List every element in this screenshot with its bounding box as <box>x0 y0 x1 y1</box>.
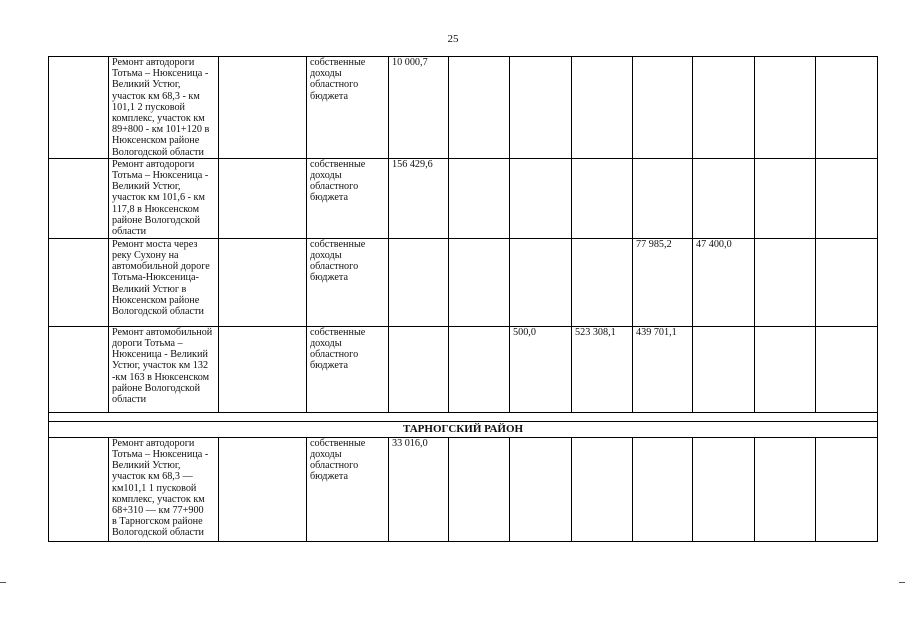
row-number-cell <box>49 158 109 238</box>
amount-cell <box>693 158 755 238</box>
amount-cell <box>755 326 816 412</box>
funding-source-cell: собственные доходы областного бюджета <box>307 238 389 326</box>
row-number-cell <box>49 57 109 159</box>
amount-cell <box>449 437 510 541</box>
project-name-cell: Ремонт моста через реку Сухону на автомобильной дороге Тотьма-Нюксеница- Великий Устюг в Нюксенском районе Вологодской области <box>109 238 219 326</box>
amount-cell <box>816 57 878 159</box>
district-title: ТАРНОГСКИЙ РАЙОН <box>49 421 878 437</box>
funding-source-cell: собственные доходы областного бюджета <box>307 57 389 159</box>
amount-cell <box>693 326 755 412</box>
amount-cell <box>693 57 755 159</box>
spacer-cell <box>49 412 878 421</box>
amount-cell <box>449 326 510 412</box>
amount-cell <box>510 238 572 326</box>
amount-cell <box>816 238 878 326</box>
amount-cell <box>816 437 878 541</box>
responsible-cell <box>219 158 307 238</box>
amount-cell <box>755 158 816 238</box>
amount-cell <box>449 238 510 326</box>
amount-cell: 33 016,0 <box>389 437 449 541</box>
table-row <box>49 158 878 238</box>
amount-cell <box>572 158 633 238</box>
project-name-cell: Ремонт автодороги Тотьма – Нюксеница - Великий Устюг, участок км 68,3 - км 101,1 2 пусковой комплекс, участок км 89+800 - км 101+120 в Нюксенском районе Вологодской области <box>109 57 219 159</box>
amount-cell: 77 985,2 <box>633 238 693 326</box>
amount-cell <box>755 238 816 326</box>
amount-cell <box>389 238 449 326</box>
amount-cell <box>816 326 878 412</box>
responsible-cell <box>219 437 307 541</box>
amount-cell <box>633 437 693 541</box>
amount-cell <box>633 158 693 238</box>
table-row <box>49 326 878 412</box>
amount-cell <box>755 437 816 541</box>
amount-cell: 439 701,1 <box>633 326 693 412</box>
funding-source-cell: собственные доходы областного бюджета <box>307 326 389 412</box>
responsible-cell <box>219 238 307 326</box>
district-heading-row <box>49 421 878 437</box>
scan-edge-mark-left <box>0 582 6 583</box>
amount-cell: 500,0 <box>510 326 572 412</box>
amount-cell <box>572 437 633 541</box>
table-row <box>49 238 878 326</box>
amount-cell <box>572 238 633 326</box>
amount-cell <box>510 158 572 238</box>
page-number: 25 <box>447 33 459 45</box>
table-row <box>49 437 878 541</box>
project-name-cell: Ремонт автодороги Тотьма – Нюксеница - Великий Устюг, участок км 101,6 - км 117,8 в Нюксенском районе Вологодской области <box>109 158 219 238</box>
budget-table <box>48 56 878 542</box>
responsible-cell <box>219 57 307 159</box>
row-number-cell <box>49 238 109 326</box>
amount-cell <box>633 57 693 159</box>
amount-cell: 523 308,1 <box>572 326 633 412</box>
amount-cell: 47 400,0 <box>693 238 755 326</box>
amount-cell: 10 000,7 <box>389 57 449 159</box>
amount-cell <box>389 326 449 412</box>
amount-cell <box>449 57 510 159</box>
amount-cell <box>510 57 572 159</box>
project-name-cell: Ремонт автодороги Тотьма – Нюксеница - Великий Устюг, участок км 68,3 — км101,1 1 пусковой комплекс, участок км 68+310 — км 77+900 в Тарногском районе Вологодской области <box>109 437 219 541</box>
amount-cell <box>693 437 755 541</box>
amount-cell <box>449 158 510 238</box>
amount-cell <box>816 158 878 238</box>
funding-source-cell: собственные доходы областного бюджета <box>307 437 389 541</box>
table-body <box>49 57 878 542</box>
amount-cell <box>510 437 572 541</box>
funding-source-cell: собственные доходы областного бюджета <box>307 158 389 238</box>
table-row <box>49 57 878 159</box>
row-number-cell <box>49 326 109 412</box>
district-spacer-row <box>49 412 878 421</box>
amount-cell <box>572 57 633 159</box>
project-name-cell: Ремонт автомобильной дороги Тотьма – Нюксеница - Великий Устюг, участок км 132 -км 163 в Нюксенском районе Вологодской области <box>109 326 219 412</box>
amount-cell <box>755 57 816 159</box>
scan-edge-mark-right <box>899 582 905 583</box>
amount-cell: 156 429,6 <box>389 158 449 238</box>
row-number-cell <box>49 437 109 541</box>
responsible-cell <box>219 326 307 412</box>
